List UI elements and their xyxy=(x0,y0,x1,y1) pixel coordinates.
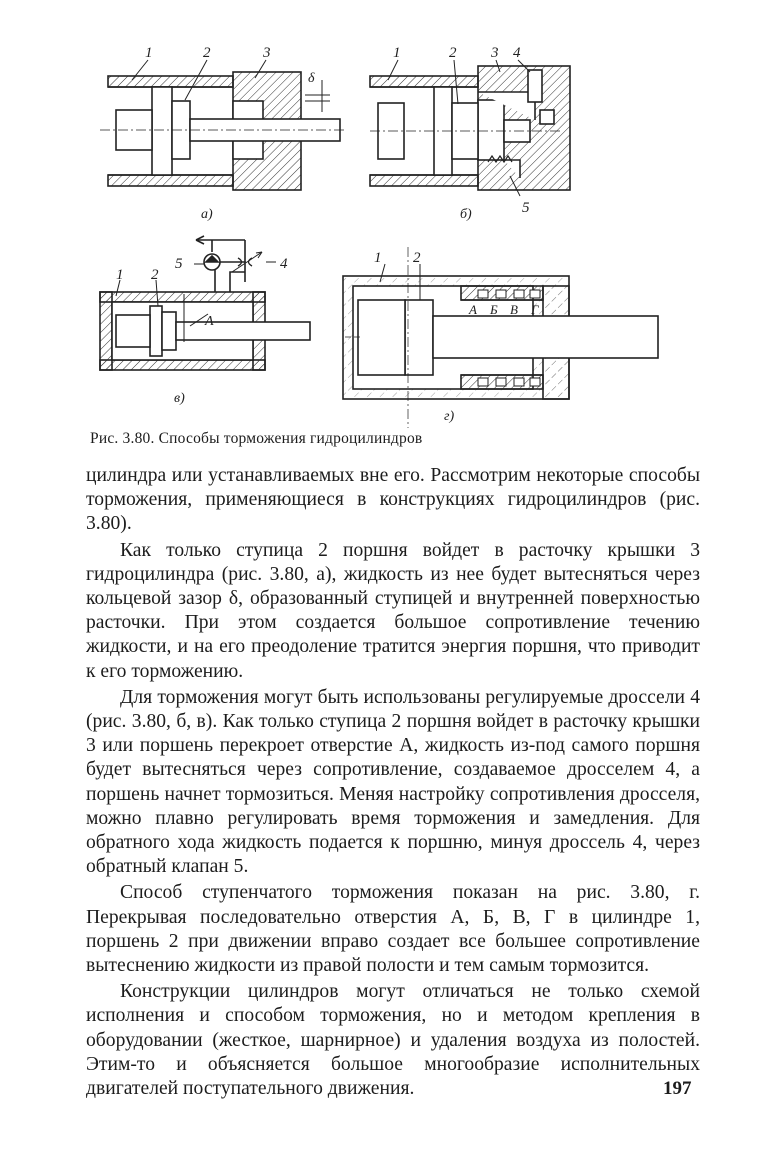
label-a-delta: δ xyxy=(308,71,315,86)
label-b-1: 1 xyxy=(393,45,401,61)
label-g-sub: г) xyxy=(444,409,455,424)
diagram-v xyxy=(100,236,310,370)
label-v-sub: в) xyxy=(174,391,185,406)
label-b-2: 2 xyxy=(449,45,457,61)
label-g-B: Б xyxy=(490,302,498,317)
label-g-G: Г xyxy=(531,302,539,317)
body-text xyxy=(86,464,700,1103)
label-b-sub: б) xyxy=(460,207,472,222)
paragraph-4: Способ ступенчатого торможения показан на рис. 3.80, г. Перекрывая последовательно отверстия А, Б, В, Г в цилиндре 1, поршень 2 при движении вправо создает все большее сопротивление вытеснению жидкости из правой полости и тем самым тормозится. xyxy=(86,882,700,977)
paragraph-2: Как только ступица 2 поршня войдет в расточку крышки 3 гидроцилиндра (рис. 3.80, а), жидкость из нее будет вытесняться через кольцевой зазор δ, образованный ступицей и внутренней поверхностью расточки. При этом создается большое сопротивление течению жидкости, и на его преодоление тратится энергия поршня, что приводит к его торможению. xyxy=(86,539,700,682)
label-g-V: В xyxy=(510,302,518,317)
label-v-4: 4 xyxy=(280,256,288,272)
diagram-b xyxy=(370,60,570,196)
label-b-3: 3 xyxy=(491,45,499,61)
label-b-4: 4 xyxy=(513,45,521,61)
label-v-5: 5 xyxy=(175,256,183,272)
diagram-g xyxy=(343,247,658,428)
paragraph-1: цилиндра или устанавливаемых вне его. Рассмотрим некоторые способы торможения, применяющиеся в конструкциях гидроцилиндров (рис. 3.80). xyxy=(86,465,700,535)
paragraph-3: Для торможения могут быть использованы регулируемые дроссели 4 (рис. 3.80, б, в). Как только ступица 2 поршня войдет в расточку крышки 3 или поршень перекроет отверстие А, жидкость из-под самого поршня будет вытесняться через сопротивление, создаваемое дросселем 4, а поршень начнет тормозиться. Меняя настройку сопротивления дросселя, можно плавно регулировать время торможения и замедления. Для обратного хода жидкость подается к поршню, минуя дроссель 4, через обратный клапан 5. xyxy=(86,686,700,878)
label-g-1: 1 xyxy=(374,250,382,266)
figure-3-80 xyxy=(0,0,767,430)
label-a-sub: а) xyxy=(201,207,213,222)
label-v-1: 1 xyxy=(116,267,124,283)
label-a-1: 1 xyxy=(145,45,153,61)
label-b-5: 5 xyxy=(522,200,530,216)
label-g-2: 2 xyxy=(413,250,421,266)
label-a-2: 2 xyxy=(203,45,211,61)
label-a-3: 3 xyxy=(263,45,271,61)
paragraph-5: Конструкции цилиндров могут отличаться не только схемой исполнения и способом торможения, но и методом крепления в оборудовании (жесткое, шарнирное) и удаления воздуха из полостей. Этим-то и объясняется большое многообразие исполнительных двигателей поступательного движения. xyxy=(86,981,700,1100)
figure-caption: Рис. 3.80. Способы торможения гидроцилиндров xyxy=(90,430,423,447)
label-g-A: А xyxy=(469,302,477,317)
label-v-2: 2 xyxy=(151,267,159,283)
page-number: 197 xyxy=(663,1078,692,1099)
label-v-A: A xyxy=(205,314,214,329)
